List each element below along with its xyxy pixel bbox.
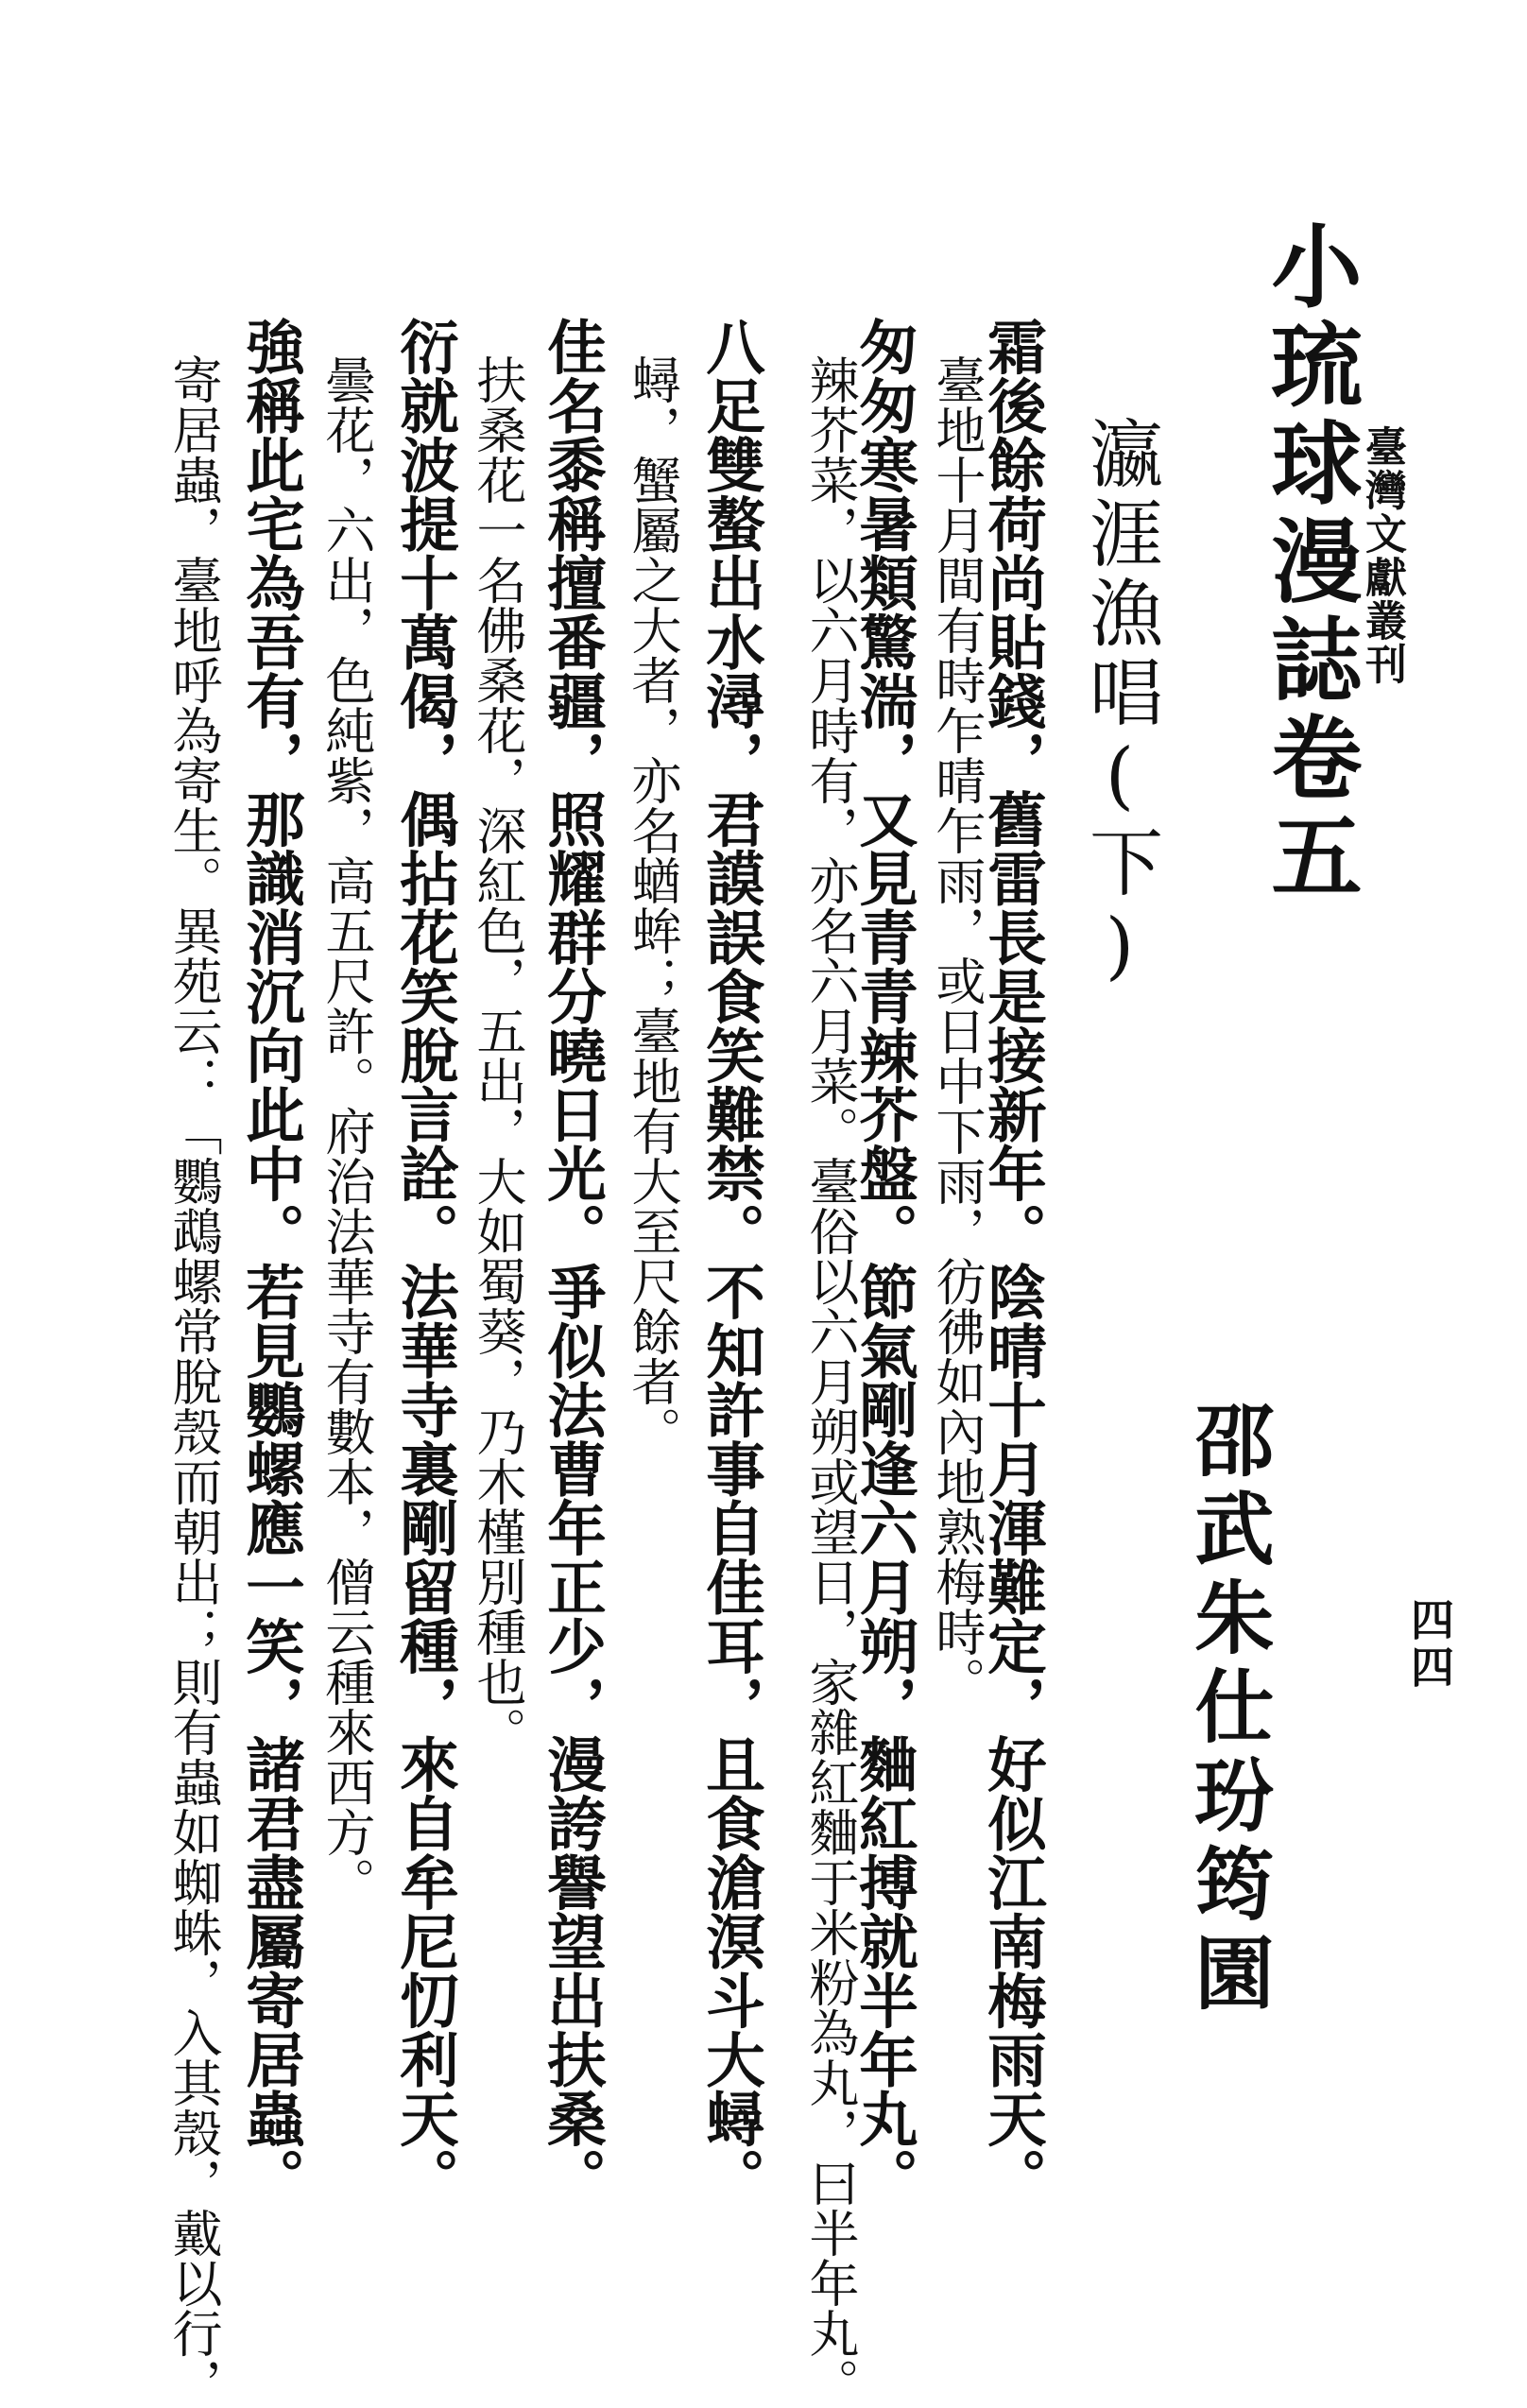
verse-line: 匆匆寒暑類驚湍，又見青青辣芥盤。節氣剛逢六月朔，麯紅搏就半年丸。 xyxy=(849,317,919,2207)
annotation-line: 曇花，六出，色純紫，高五尺許。府治法華寺有數本，僧云種來西方。 xyxy=(317,354,375,1907)
page-number: 四四 xyxy=(1404,1597,1455,1692)
annotation-line: 蟳，蟹屬之大者，亦名蝤蛑；臺地有大至尺餘者。 xyxy=(624,354,681,1456)
author: 邵武朱仕玢筠園 xyxy=(1182,1399,1276,2021)
verse-line: 強稱此宅為吾有，那識消沉向此中。若見鸚螺應一笑，諸君盡屬寄居蟲。 xyxy=(235,317,306,2207)
annotation-line: 辣芥菜，以六月時有，亦名六月菜。臺俗以六月朔或望日，家雜紅麯于米粉為丸，曰半年丸。 xyxy=(801,354,859,2408)
series-title: 臺灣文獻叢刊 xyxy=(1358,425,1406,686)
annotation-line: 寄居蟲，臺地呼為寄生。異苑云：「鸚鵡螺常脫殼而朝出；則有蟲如蜘蛛，入其殼，戴以行， xyxy=(164,354,222,2408)
verse-line: 八足雙螯出水潯，君謨誤食笑難禁。不知許事自佳耳，且食滄溟斗大蟳。 xyxy=(695,317,766,2207)
verse-line: 衍就波提十萬偈，偶拈花笑脫言詮。法華寺裏剛留種，來自牟尼忉利天。 xyxy=(389,317,460,2207)
section-title: 瀛涯漁唱(下) xyxy=(1077,416,1162,994)
verse-line: 佳名黍稱擅番疆，照耀群分曉日光。爭似法曹年正少，漫誇譽望出扶桑。 xyxy=(537,317,608,2207)
book-title: 小琉球漫誌卷五 xyxy=(1257,219,1364,907)
annotation-line: 臺地十月間有時乍晴乍雨，或日中下雨，彷彿如內地熟梅時。 xyxy=(928,354,986,1707)
annotation-line: 扶桑花一名佛桑花，深紅色，五出，大如蜀葵，乃木槿別種也。 xyxy=(469,354,526,1757)
verse-line: 霜後餘荷尚貼錢，舊雷長是接新年。陰晴十月渾難定，好似江南梅雨天。 xyxy=(977,317,1048,2207)
